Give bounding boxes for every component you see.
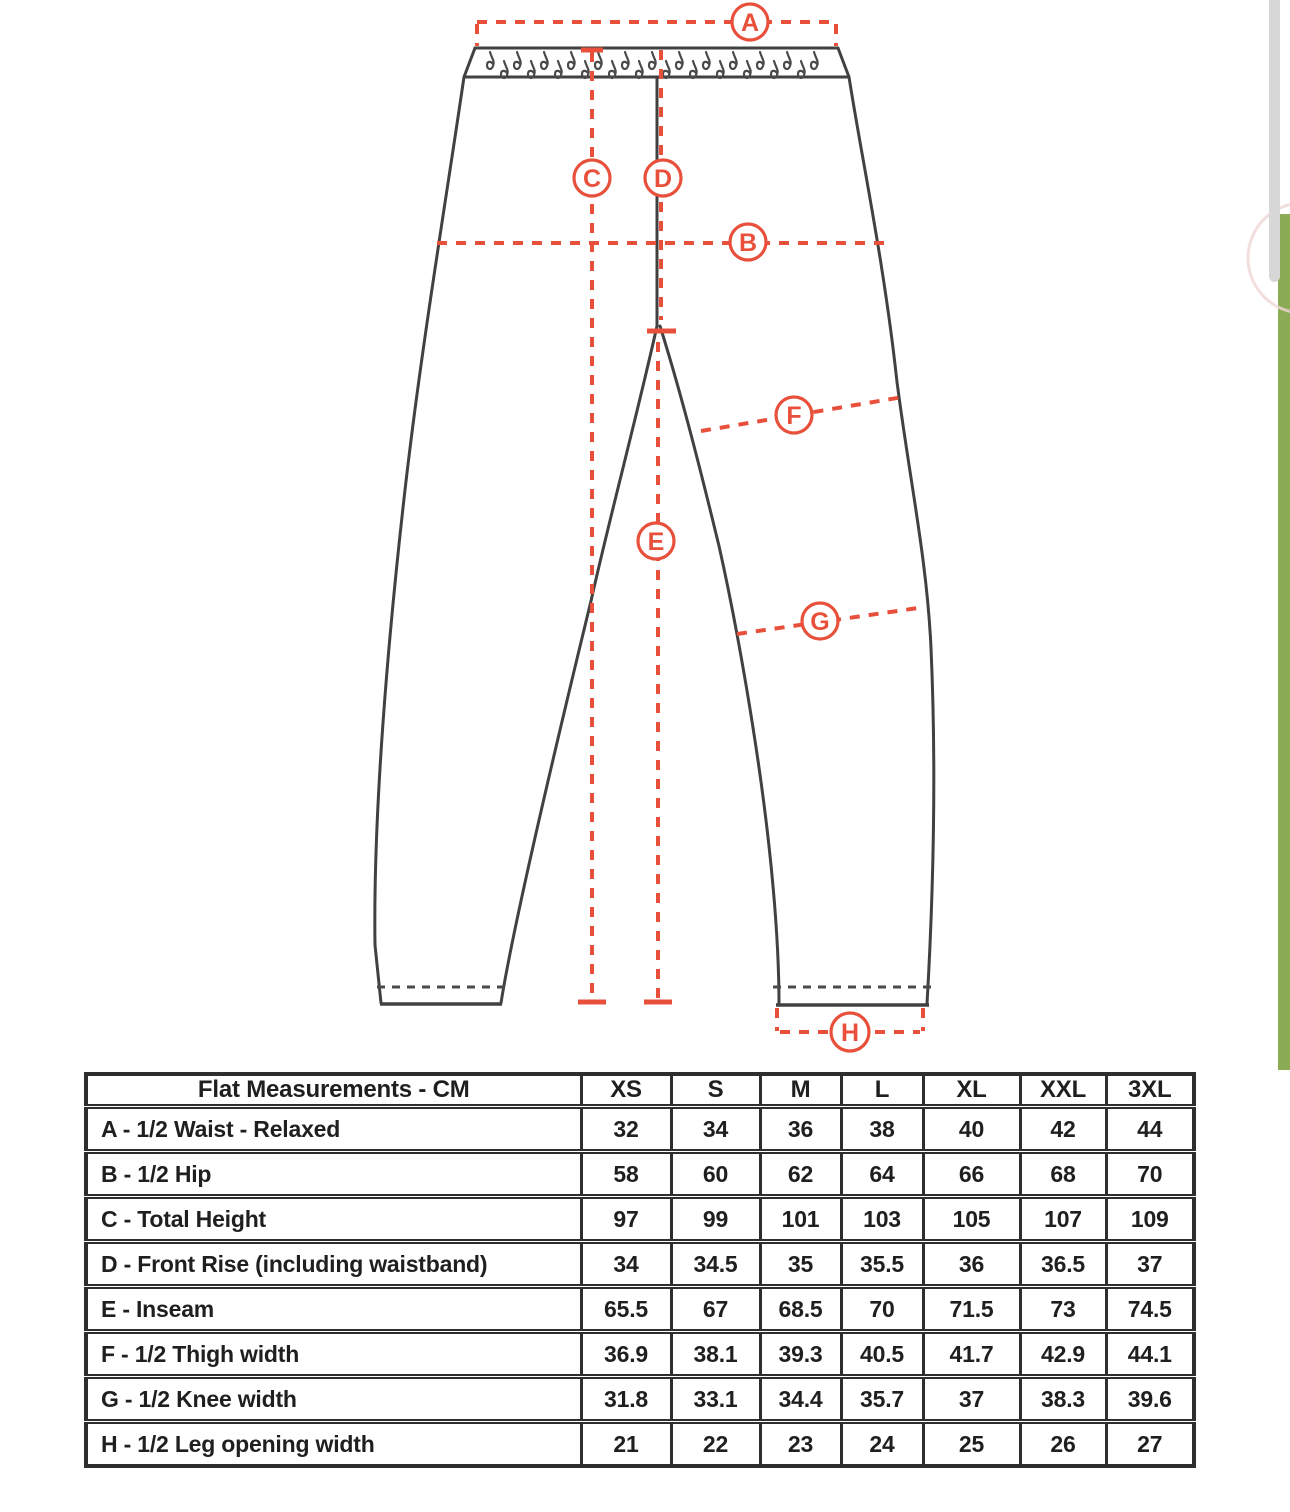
marker-f	[776, 397, 812, 433]
size-cell: 107	[1020, 1197, 1106, 1242]
size-cell: 70	[1106, 1152, 1194, 1197]
size-cell: 34.5	[671, 1242, 760, 1287]
marker-a-label: A	[740, 9, 760, 37]
scrollbar-thumb[interactable]	[1269, 0, 1280, 282]
marker-c-label: C	[582, 165, 602, 193]
size-cell: 42	[1020, 1107, 1106, 1152]
row-label: F - 1/2 Thigh width	[86, 1332, 581, 1377]
size-cell: 33.1	[671, 1377, 760, 1422]
size-cell: 26	[1020, 1422, 1106, 1466]
size-cell: 105	[923, 1197, 1020, 1242]
row-label: G - 1/2 Knee width	[86, 1377, 581, 1422]
size-cell: 101	[760, 1197, 841, 1242]
marker-h	[831, 1013, 869, 1051]
size-cell: 38.3	[1020, 1377, 1106, 1422]
size-cell: 21	[581, 1422, 671, 1466]
marker-g-label: G	[810, 608, 830, 636]
right-inseam	[660, 326, 779, 1004]
row-label: A - 1/2 Waist - Relaxed	[101, 1115, 341, 1142]
size-cell: 37	[1106, 1242, 1194, 1287]
size-cell: 38	[841, 1107, 923, 1152]
size-cell: 73	[1020, 1287, 1106, 1332]
size-cell: 44	[1106, 1107, 1194, 1152]
size-cell: 97	[581, 1197, 671, 1242]
size-cell: 68	[1020, 1152, 1106, 1197]
marker-b-label: B	[738, 229, 758, 257]
waistband-gathers	[487, 52, 818, 78]
size-cell: 34.4	[760, 1377, 841, 1422]
table-row-hip	[86, 1152, 1194, 1197]
table-row-total-height	[86, 1197, 1194, 1242]
size-column-header-xs: XS	[581, 1074, 671, 1107]
size-cell: 36.9	[581, 1332, 671, 1377]
size-cell: 36	[760, 1107, 841, 1152]
marker-c	[574, 160, 610, 196]
size-cell: 42.9	[1020, 1332, 1106, 1377]
size-column-header-3xl: 3XL	[1106, 1074, 1194, 1107]
left-outer-seam	[375, 48, 475, 1003]
marker-a	[732, 4, 768, 40]
measurements-table-wrap	[84, 1072, 1196, 1468]
size-column-header-s: S	[671, 1074, 760, 1107]
size-cell: 23	[760, 1422, 841, 1466]
size-cell: 60	[671, 1152, 760, 1197]
marker-d	[645, 160, 681, 196]
size-cell: 67	[671, 1287, 760, 1332]
size-cell: 40.5	[841, 1332, 923, 1377]
size-cell: 70	[841, 1287, 923, 1332]
marker-e	[638, 523, 674, 559]
size-cell: 64	[841, 1152, 923, 1197]
size-cell: 38.1	[671, 1332, 760, 1377]
size-cell: 34	[671, 1107, 760, 1152]
table-row-thigh-width	[86, 1332, 1194, 1377]
size-cell: 58	[581, 1152, 671, 1197]
table-header-row	[86, 1074, 1194, 1107]
size-cell: 25	[923, 1422, 1020, 1466]
size-cell: 99	[671, 1197, 760, 1242]
size-cell: 39.3	[760, 1332, 841, 1377]
marker-e-label: E	[647, 528, 665, 556]
right-edge-artifacts	[1248, 0, 1290, 1070]
size-cell: 109	[1106, 1197, 1194, 1242]
size-column-header-xxl: XXL	[1020, 1074, 1106, 1107]
marker-g	[802, 603, 838, 639]
size-cell: 66	[923, 1152, 1020, 1197]
row-label: D - Front Rise (including waistband)	[86, 1242, 581, 1287]
size-cell: 103	[841, 1197, 923, 1242]
size-cell: 36	[923, 1242, 1020, 1287]
table-row-leg-opening	[86, 1422, 1194, 1466]
size-cell: 74.5	[1106, 1287, 1194, 1332]
size-cell: 35	[760, 1242, 841, 1287]
size-cell: 32	[581, 1107, 671, 1152]
row-label: B - 1/2 Hip	[86, 1152, 581, 1197]
size-cell: 35.7	[841, 1377, 923, 1422]
size-cell: 22	[671, 1422, 760, 1466]
size-cell: 24	[841, 1422, 923, 1466]
marker-b	[730, 224, 766, 260]
table-row-knee-width	[86, 1377, 1194, 1422]
marker-d-label: D	[653, 165, 673, 193]
size-cell: 62	[760, 1152, 841, 1197]
row-label: E - Inseam	[86, 1287, 581, 1332]
size-cell: 36.5	[1020, 1242, 1106, 1287]
table-row-front-rise	[86, 1242, 1194, 1287]
size-cell: 35.5	[841, 1242, 923, 1287]
size-cell: 31.8	[581, 1377, 671, 1422]
size-cell: 44.1	[1106, 1332, 1194, 1377]
size-column-header-m: M	[760, 1074, 841, 1107]
size-cell: 68.5	[760, 1287, 841, 1332]
size-cell: 27	[1106, 1422, 1194, 1466]
adjacent-image-edge	[1278, 214, 1290, 1070]
table-row-inseam	[86, 1287, 1194, 1332]
table-row-waist	[86, 1107, 1194, 1152]
row-label: C - Total Height	[86, 1197, 581, 1242]
size-cell: 39.6	[1106, 1377, 1194, 1422]
right-outer-seam	[838, 48, 934, 1004]
size-cell: 37	[923, 1377, 1020, 1422]
marker-h-label: H	[840, 1019, 860, 1047]
row-label: H - 1/2 Leg opening width	[86, 1422, 581, 1466]
size-column-header-xl: XL	[923, 1074, 1020, 1107]
table-title: Flat Measurements - CM	[86, 1074, 581, 1107]
size-cell: 41.7	[923, 1332, 1020, 1377]
left-inseam	[501, 326, 657, 1003]
size-cell: 40	[923, 1107, 1020, 1152]
size-cell: 34	[581, 1242, 671, 1287]
measurements-table	[84, 1072, 1196, 1468]
size-column-header-l: L	[841, 1074, 923, 1107]
marker-f-label: F	[786, 402, 802, 430]
size-cell: 65.5	[581, 1287, 671, 1332]
size-cell: 71.5	[923, 1287, 1020, 1332]
